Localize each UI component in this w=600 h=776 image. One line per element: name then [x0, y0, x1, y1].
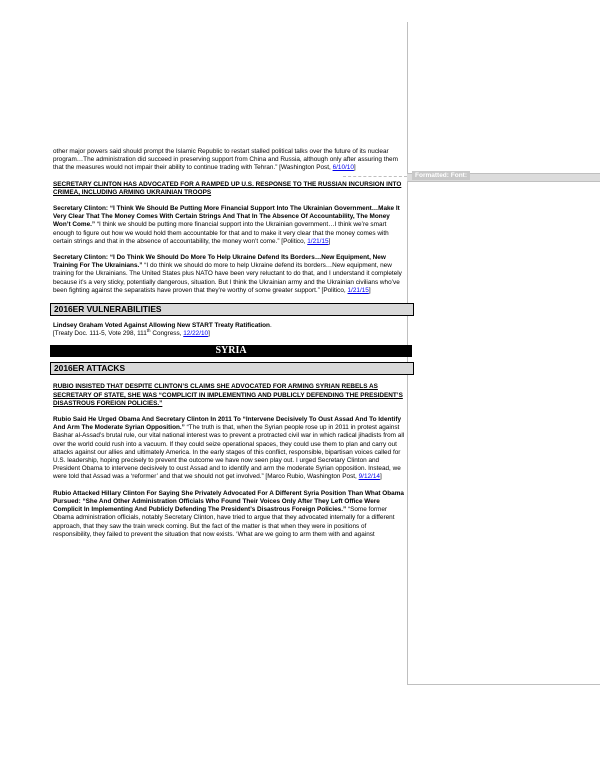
body-text: ] [353, 164, 356, 172]
citation-link[interactable]: 12/22/10 [183, 330, 209, 338]
underlined-heading-h2: RUBIO INSISTED THAT DESPITE CLINTON’S CLAIMS SHE ADVOCATED FOR ARMING SYRIAN REBELS AS SECRETARY OF STATE, SHE WAS “COMPLICIT IN IMPLEMENTING AND PUBLICLY DEFENDING THE PRESIDENT’S DISASTROUS FOREIGN POLICIES.” [53, 383, 403, 407]
bold-lead-text: Rubio Attacked Hillary Clinton For Saying She Privately Advocated For A Different Syria Position Than What Obama Pursued: “She And Other Administration Officials Who Found Their Voices Only After They Left Office Were Complicit In Implementing And Publicly Defending The President’s Disastrous Foreign Policies.” [53, 489, 404, 514]
bold-lead-text: Rubio Said He Urged Obama And Secretary Clinton In 2011 To “Intervene Decisively To Oust Assad And To Identify And Arm The Moderate Syrian Opposition.” [53, 416, 402, 432]
body-text: . [269, 322, 272, 330]
formatting-comment-label: Formatted: Font: [412, 171, 470, 180]
bold-lead-text: Secretary Clinton: “I Do Think We Should Do More To Help Ukraine Defend Its Borders…New Equipment, New Training For The Ukrainians.” [53, 254, 386, 270]
body-text: “Some former Obama administration officials, notably Secretary Clinton, have tried to argue that they advocated internally for a different approach, that they saw the train wreck coming. But the fact of the matter is that when they were in positions of responsibility, they failed to prevent the situation that now exists. ‘What are we going to arm them with and against [53, 506, 395, 538]
body-text: ] [379, 473, 382, 481]
block-spacer [53, 246, 406, 254]
block-spacer [53, 173, 406, 181]
block-spacer [53, 295, 406, 303]
block-spacer [53, 408, 406, 416]
body-text: Congress, [150, 330, 184, 338]
paragraph-p7 [53, 490, 406, 539]
body-text: “I think we should be putting more financial support into the Ukrainian government…I think we’re smart enough to figure out how we would hold them accountable for that and to make it very clear that the money comes with certain strings and that in the absence of accountability, the money won’t come.” [Politico, [53, 221, 389, 245]
citation-link[interactable]: 1/21/15 [347, 286, 369, 294]
bold-lead-text: Lindsey Graham Voted Against Allowing New START Treaty Ratification [53, 322, 270, 330]
section-header-s2: 2016ER ATTACKS [50, 362, 414, 375]
citation-link[interactable]: 9/12/14 [358, 473, 380, 481]
body-text: ] [368, 286, 371, 294]
block-spacer [53, 375, 406, 383]
body-text: “I do think we should do more to help Ukraine defend its borders…New equipment, new training for the Ukrainians. The United States plus NATO have been very reluctant to do that, and I understand it completely because it’s a very sticky, potentially dangerous, situation. But I think the Ukrainian army and the Ukrainian civilians who’ve been fighting against the separatists have proven that they’re worthy of some greater support.” [Politico, [53, 262, 402, 294]
citation-link[interactable]: 1/21/15 [307, 237, 329, 245]
body-text: ] [328, 237, 331, 245]
paragraph-p6 [53, 416, 406, 482]
superscript-text: th [146, 328, 151, 334]
paragraph-p2 [53, 205, 406, 246]
citation-link[interactable]: 6/10/10 [332, 164, 354, 172]
body-text: ] [208, 330, 210, 338]
block-spacer [53, 338, 406, 345]
document-body [53, 148, 406, 539]
paragraph-p5 [53, 330, 406, 338]
paragraph-p3 [53, 254, 406, 295]
paragraph-p1 [53, 148, 406, 173]
bold-lead-text: Secretary Clinton: “I Think We Should Be Putting More Financial Support Into The Ukrainian Government…Make It Very Clear That The Money Comes With Certain Strings And That In The Absence Of Accountability, The Money Won’t Come.” [53, 205, 400, 229]
block-spacer [53, 482, 406, 490]
body-text: other major powers said should prompt the Islamic Republic to restart stalled political talks over the future of its nuclear program…The administration did succeed in preserving support from China and Russia, although only after assuring them that the measures would not impair their ability to continue trading with Tehran.” [Washington Post, [53, 148, 398, 172]
topic-title-bar: SYRIA [50, 345, 412, 357]
section-header-s1: 2016ER VULNERABILITIES [50, 303, 414, 316]
comment-margin-bottom-rule [407, 684, 600, 685]
underlined-heading-h1: SECRETARY CLINTON HAS ADVOCATED FOR A RAMPED UP U.S. RESPONSE TO THE RUSSIAN INCURSION INTO CRIMEA, INCLUDING ARMING UKRAINIAN TROOPS [53, 180, 402, 196]
block-spacer [53, 197, 406, 205]
body-text: [Treaty Doc. 111-5, Vote 298, 111 [53, 330, 147, 338]
body-text: “The truth is that, when the Syrian people rose up in 2011 in protest against Bashar al-Assad’s brutal rule, our vital national interest was to prevent a protracted civil war in which radical jihadists from all over the world could rush into a vacuum. If they could seize operational spaces, they could use them to plan and carry out attacks against our allies and ultimately America. In the early stages of this conflict, responsible, bipartisan voices called for U.S. leadership, hoping precisely to prevent the outcome we have now seen play out. I urged Secretary Clinton and President Obama to intervene decisively to oust Assad and to identify and arm the moderate Syrian opposition. Instead, we were told that Assad was a ‘reformer’ and that we should not get involved.” [Marco Rubio, Washington Post, [53, 424, 405, 481]
